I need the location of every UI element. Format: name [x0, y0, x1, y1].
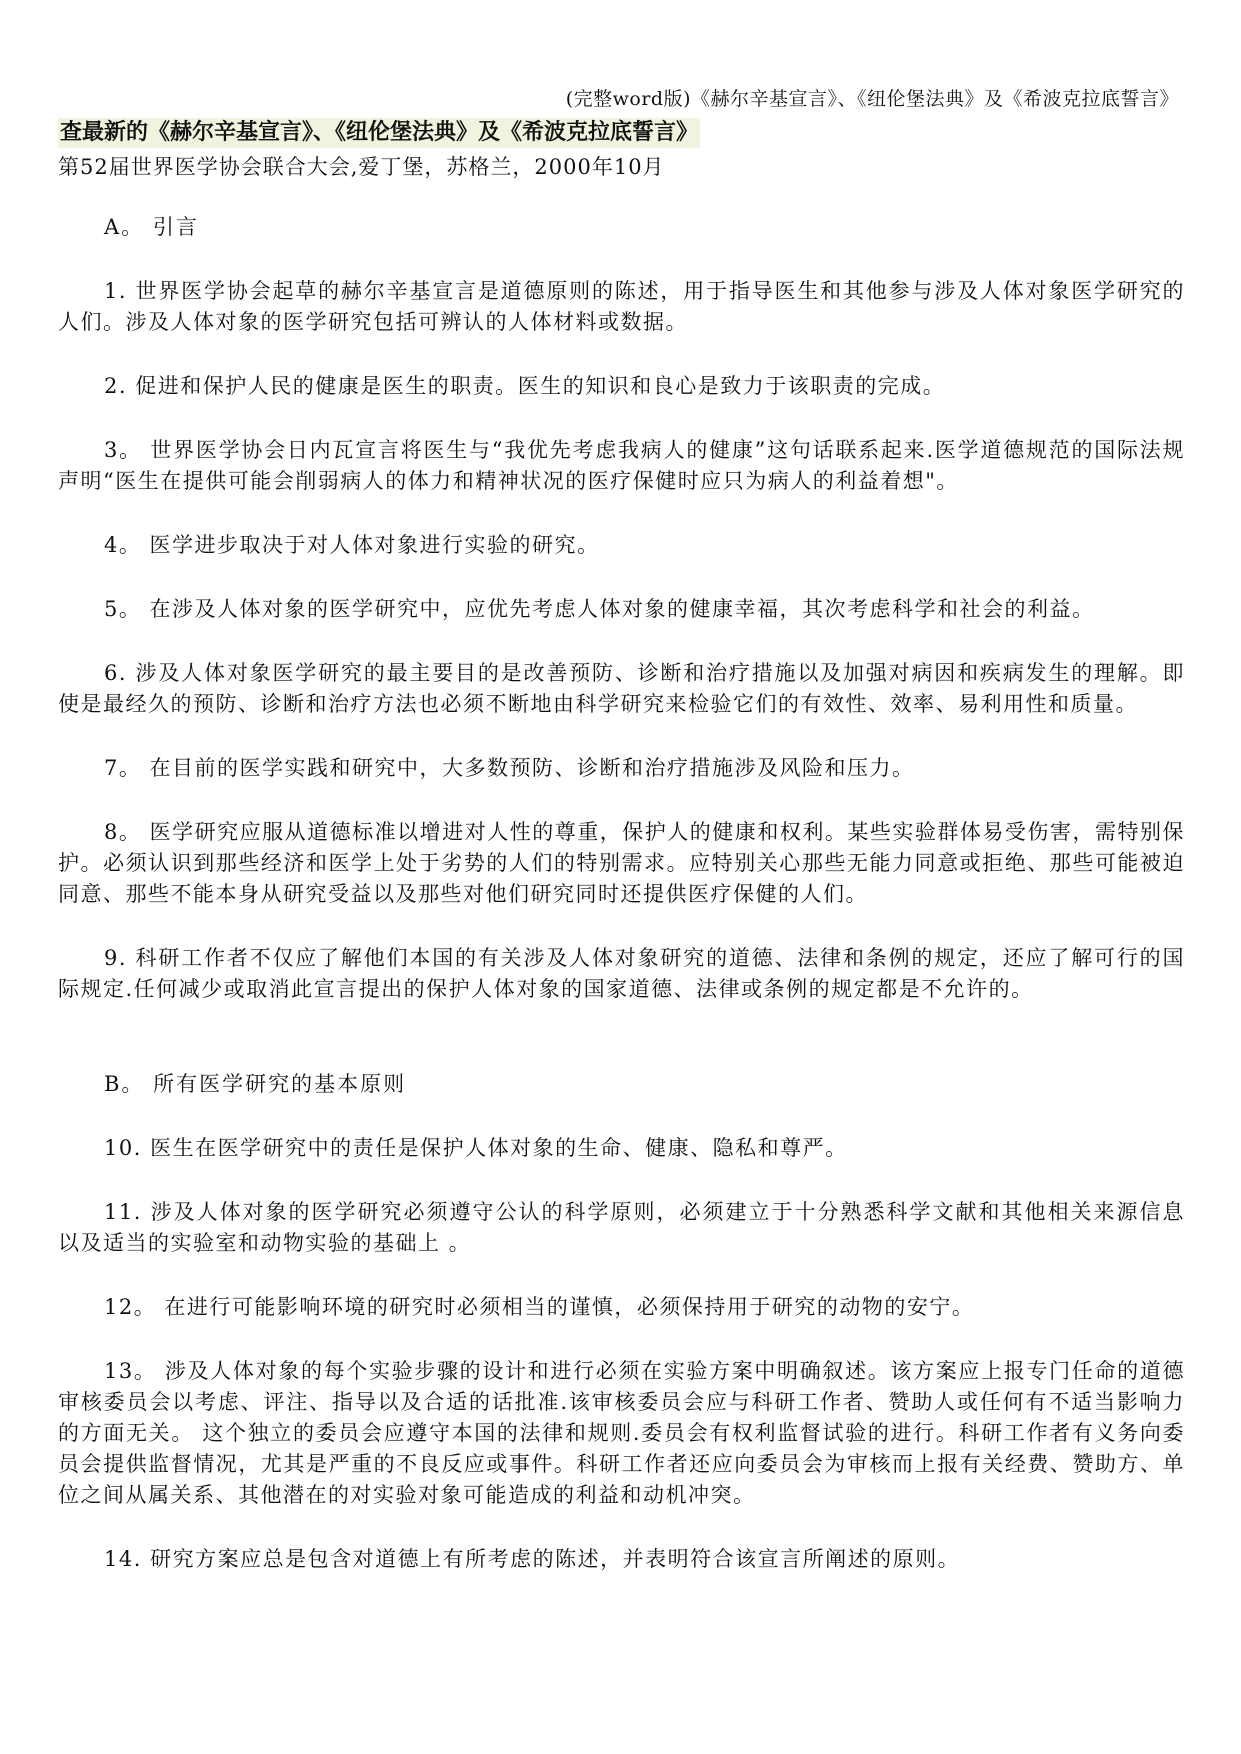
document-body [58, 212, 1185, 1575]
paragraph-5: 5。 在涉及人体对象的医学研究中，应优先考虑人体对象的健康幸福，其次考虑科学和社会的利益。 [104, 597, 1095, 621]
paragraph-12: 12。 在进行可能影响环境的研究时必须相当的谨慎，必须保持用于研究的动物的安宁。 [104, 1295, 975, 1319]
paragraph-11: 11. 涉及人体对象的医学研究必须遵守公认的科学原则，必须建立于十分熟悉科学文献和其他相关来源信息以及适当的实验室和动物实验的基础上 。 [58, 1200, 1185, 1255]
document-subtitle: 第52届世界医学协会联合大会,爱丁堡，苏格兰，2000年10月 [58, 155, 665, 179]
paragraph-13: 13。 涉及人体对象的每个实验步骤的设计和进行必须在实验方案中明确叙述。该方案应上报专门任命的道德审核委员会以考虑、评注、指导以及合适的话批准.该审核委员会应与科研工作者、赞助人或任何有不适当影响力的方面无关。 这个独立的委员会应遵守本国的法律和规则.委员会有权利监督试验的进行。科研工作者有义务向委员会提供监督情况，尤其是严重的不良反应或事件。科研工作者还应向委员会为审核而上报有关经费、赞助方、单位之间从属关系、其他潜在的对实验对象可能造成的利益和动机冲突。 [58, 1359, 1185, 1507]
paragraph-4: 4。 医学进步取决于对人体对象进行实验的研究。 [104, 533, 600, 557]
paragraph-3: 3。 世界医学协会日内瓦宣言将医生与“我优先考虑我病人的健康”这句话联系起来.医学道德规范的国际法规声明“医生在提供可能会削弱病人的体力和精神状况的医疗保健时应只为病人的利益着想"。 [58, 438, 1185, 493]
section-heading-b: B。 所有医学研究的基本原则 [104, 1072, 407, 1096]
paragraph-9: 9. 科研工作者不仅应了解他们本国的有关涉及人体对象研究的道德、法律和条例的规定，还应了解可行的国际规定.任何减少或取消此宣言提出的保护人体对象的国家道德、法律或条例的规定都是不允许的。 [58, 946, 1185, 1001]
paragraph-10: 10. 医生在医学研究中的责任是保护人体对象的生命、健康、隐私和尊严。 [104, 1136, 848, 1160]
paragraph-1: 1. 世界医学协会起草的赫尔辛基宣言是道德原则的陈述，用于指导医生和其他参与涉及人体对象医学研究的人们。涉及人体对象的医学研究包括可辨认的人体材料或数据。 [58, 279, 1185, 334]
paragraph-2: 2. 促进和保护人民的健康是医生的职责。医生的知识和良心是致力于该职责的完成。 [104, 374, 946, 398]
paragraph-14: 14. 研究方案应总是包含对道德上有所考虑的陈述，并表明符合该宣言所阐述的原则。 [104, 1547, 961, 1571]
paragraph-6: 6. 涉及人体对象医学研究的最主要目的是改善预防、诊断和治疗措施以及加强对病因和疾病发生的理解。即使是最经久的预防、诊断和治疗方法也必须不断地由科学研究来检验它们的有效性、效率、易利用性和质量。 [58, 661, 1185, 716]
paragraph-7: 7。 在目前的医学实践和研究中，大多数预防、诊断和治疗措施涉及风险和压力。 [104, 756, 915, 780]
paragraph-8: 8。 医学研究应服从道德标准以增进对人性的尊重，保护人的健康和权利。某些实验群体易受伤害，需特别保护。必须认识到那些经济和医学上处于劣势的人们的特别需求。应特别关心那些无能力同意或拒绝、那些可能被迫同意、那些不能本身从研究受益以及那些对他们研究同时还提供医疗保健的人们。 [58, 820, 1185, 906]
section-heading-a: A。 引言 [104, 215, 199, 239]
document-title: 查最新的《赫尔辛基宣言》、《纽伦堡法典》及《希波克拉底誓言》 [58, 118, 700, 148]
running-header: (完整word版)《赫尔辛基宣言》、《纽伦堡法典》及《希波克拉底誓言》 [565, 88, 1179, 110]
